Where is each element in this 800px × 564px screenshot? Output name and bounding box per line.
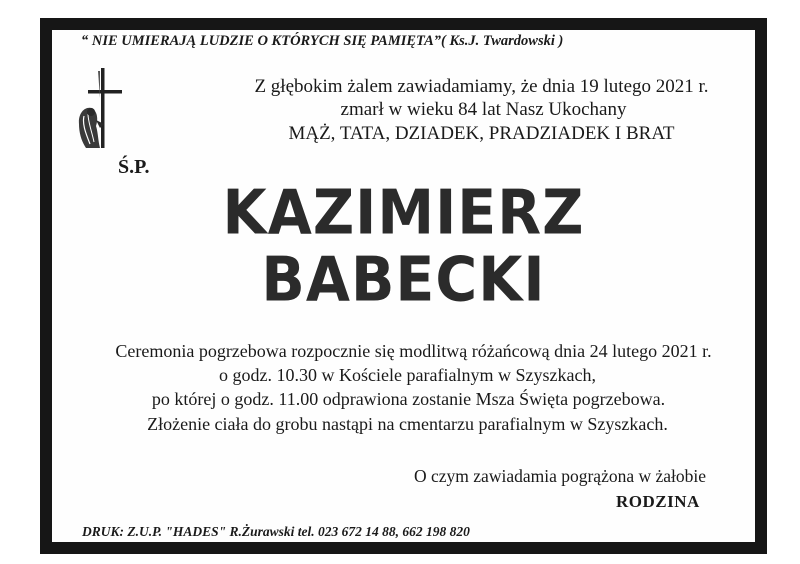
ceremony-line-2: o godz. 10.30 w Kościele parafialnym w Szyszkach, — [219, 365, 596, 385]
deceased-last-name: BABECKI — [261, 244, 546, 316]
motto-text: “ NIE UMIERAJĄ LUDZIE O KTÓRYCH SIĘ PAMIĘTA” — [81, 33, 442, 49]
intro-line-3: MĄŻ, TATA, DZIADEK, PRADZIADEK I BRAT — [288, 123, 675, 144]
ceremony-line-4: Złożenie ciała do grobu nastąpi na cmentarzu parafialnym w Szyszkach. — [147, 414, 668, 434]
mourning-text: O czym zawiadamia pogrążona w żałobie — [414, 466, 707, 486]
ceremony-line-1: Ceremonia pogrzebowa rozpocznie się modlitwą różańcową dnia 24 lutego 2021 r. — [115, 341, 712, 361]
motto-author: ( Ks.J. Twardowski ) — [441, 33, 564, 49]
obituary-frame — [40, 18, 767, 554]
sp-label: Ś.P. — [118, 156, 150, 178]
family-signature: RODZINA — [616, 492, 700, 511]
print-info: DRUK: Z.U.P. "HADES" R.Żurawski tel. 023 672 14 88, 662 198 820 — [82, 524, 470, 539]
deceased-first-name: KAZIMIERZ — [222, 177, 585, 249]
intro-line-2: zmarł w wieku 84 lat Nasz Ukochany — [340, 99, 627, 120]
intro-line-1: Z głębokim żalem zawiadamiamy, że dnia 19 lutego 2021 r. — [254, 76, 709, 97]
ceremony-line-3: po której o godz. 11.00 odprawiona zostanie Msza Święta pogrzebowa. — [151, 389, 666, 409]
motto — [81, 33, 563, 50]
